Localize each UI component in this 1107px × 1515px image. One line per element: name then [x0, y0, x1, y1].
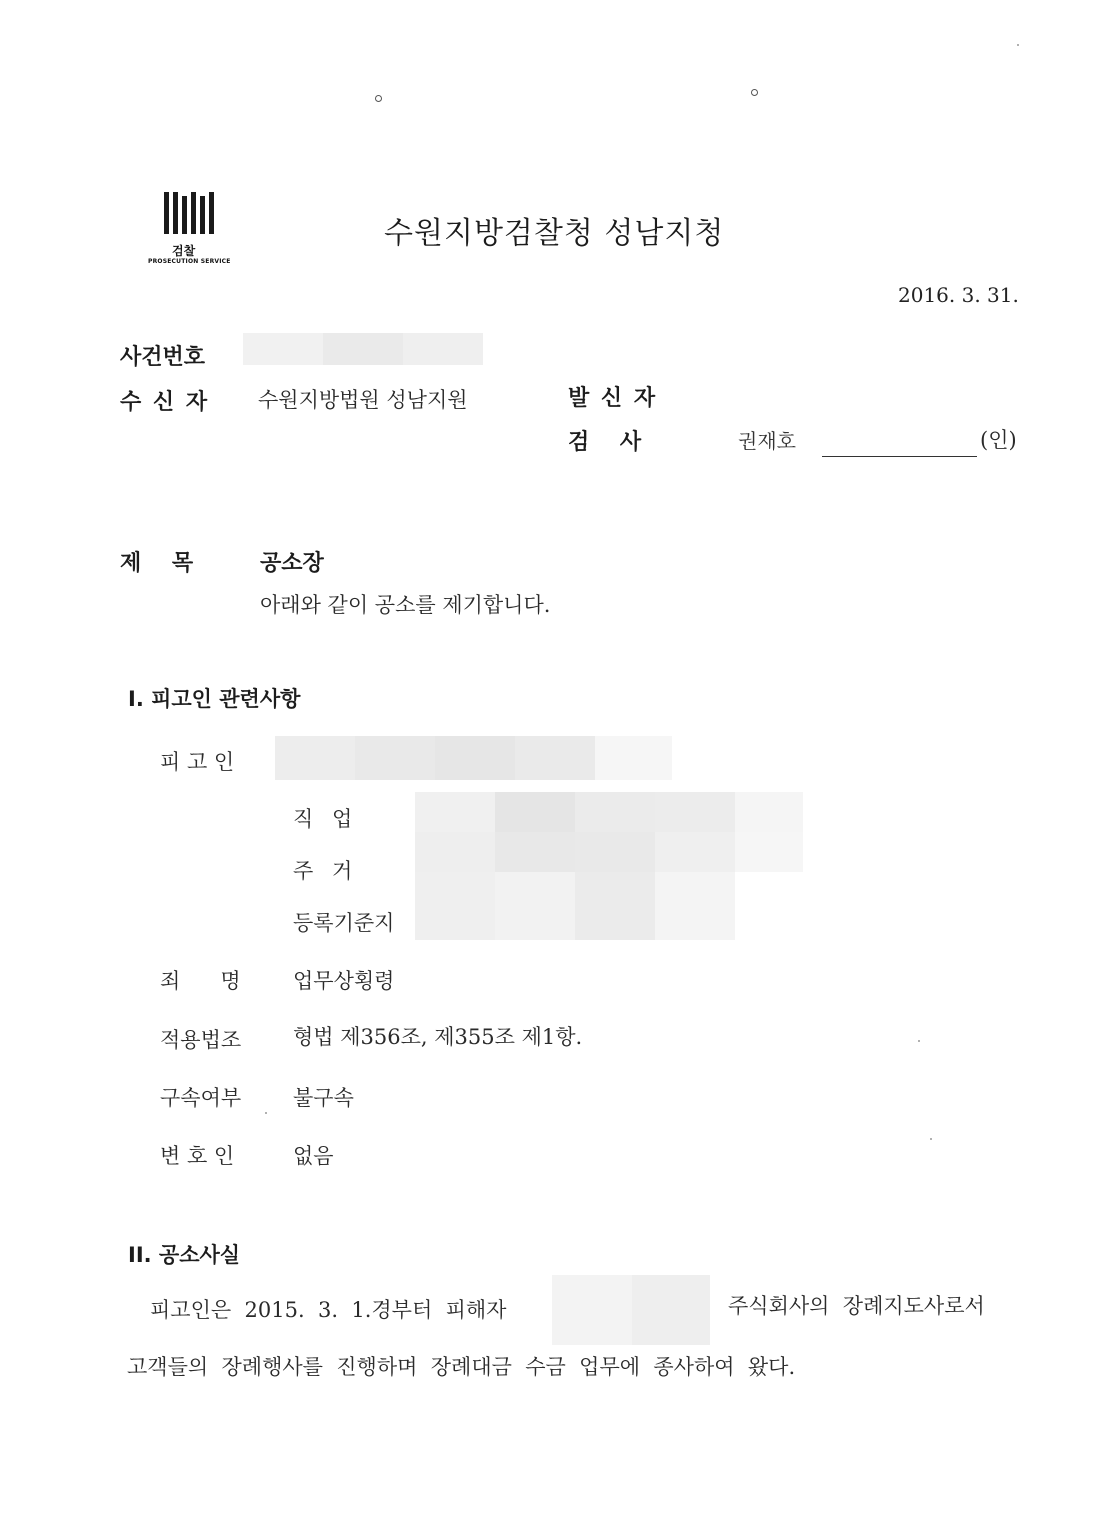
signature-line — [822, 456, 977, 457]
redacted-victim-company — [552, 1275, 710, 1345]
charge-label: 죄 명 — [160, 969, 241, 993]
section-2-heading: II. 공소사실 — [128, 1243, 241, 1267]
prosecutor-label: 검 사 — [568, 430, 642, 455]
prosecution-logo — [148, 192, 238, 272]
defendant-label: 피 고 인 — [160, 750, 235, 774]
detention-value: 불구속 — [293, 1086, 354, 1110]
redacted-defendant-details — [415, 792, 803, 940]
redacted-case-number — [243, 333, 483, 365]
law-label: 적용법조 — [160, 1028, 242, 1052]
scan-speck — [751, 89, 758, 96]
redacted-defendant-name — [275, 736, 672, 780]
counsel-label: 변 호 인 — [160, 1144, 235, 1168]
document-date: 2016. 3. 31. — [898, 283, 1019, 307]
section-1-heading: I. 피고인 관련사항 — [128, 687, 301, 711]
subject-label: 제 목 — [120, 551, 194, 576]
registry-label: 등록기준지 — [293, 911, 395, 935]
residence-label: 주 거 — [293, 859, 359, 883]
occupation-label: 직 업 — [293, 807, 359, 831]
subject-value: 공소장 — [260, 551, 324, 576]
scan-speck — [265, 1112, 267, 1114]
scan-speck — [375, 95, 382, 102]
detention-label: 구속여부 — [160, 1086, 242, 1110]
facts-line-1-start: 피고인은 2015. 3. 1.경부터 피해자 — [150, 1298, 507, 1322]
scan-speck — [918, 1040, 920, 1042]
seal-mark: (인) — [980, 428, 1017, 452]
sender-label: 발 신 자 — [568, 386, 658, 411]
logo-english-text: PROSECUTION SERVICE — [148, 258, 231, 265]
facts-line-2: 고객들의 장례행사를 진행하며 장례대금 수금 업무에 종사하여 왔다. — [127, 1355, 796, 1379]
facts-line-1-end: 주식회사의 장례지도사로서 — [728, 1294, 985, 1318]
counsel-value: 없음 — [293, 1144, 334, 1168]
office-title: 수원지방검찰청 성남지청 — [384, 216, 725, 251]
logo-korean-text: 검찰 — [172, 244, 196, 258]
subject-intro: 아래와 같이 공소를 제기합니다. — [260, 593, 551, 617]
recipient-value: 수원지방법원 성남지원 — [258, 388, 468, 412]
recipient-label: 수 신 자 — [120, 390, 210, 415]
scan-speck — [1017, 44, 1019, 46]
prosecutor-name: 권재호 — [738, 429, 796, 453]
scan-speck — [930, 1138, 932, 1140]
logo-emblem-icon — [164, 192, 216, 234]
case-number-label: 사건번호 — [120, 345, 206, 370]
law-value: 형법 제356조, 제355조 제1항. — [293, 1025, 583, 1049]
charge-value: 업무상횡령 — [293, 969, 395, 993]
